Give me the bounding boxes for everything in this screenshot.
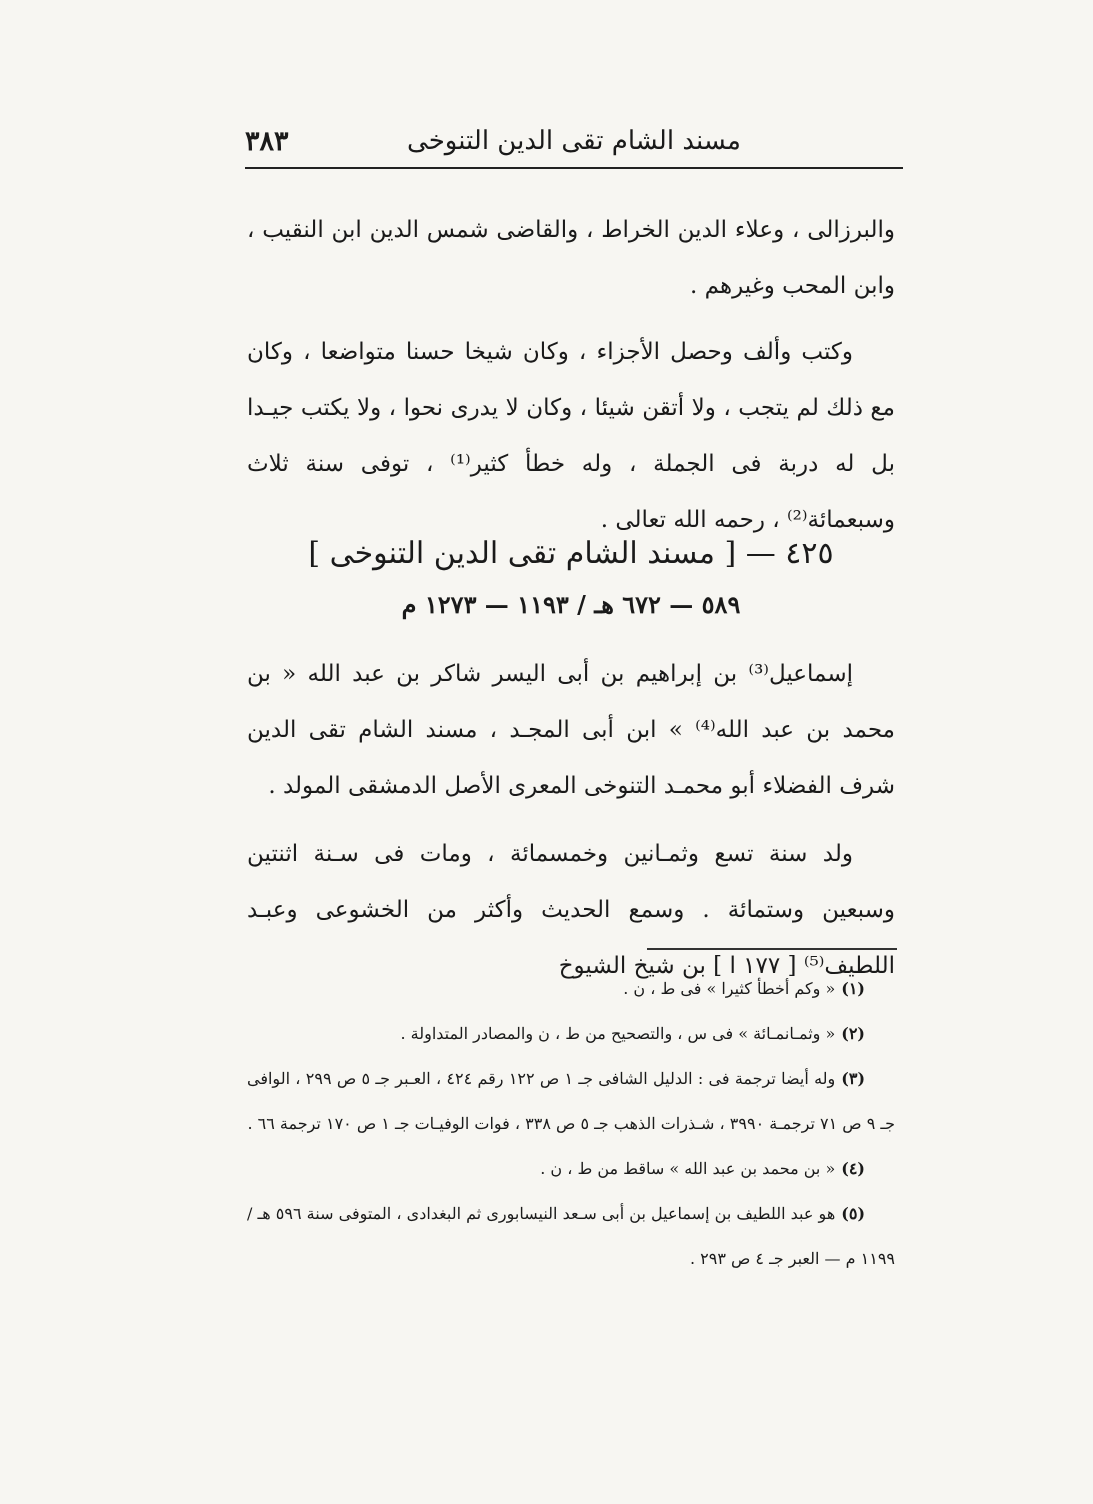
footnote-number: (٢) [841,1024,865,1043]
running-title: مسند الشام تقى الدين التنوخى [407,126,741,156]
footnote-number: (١) [841,979,865,998]
footnote-text: وله أيضا ترجمة فى : الدليل الشافى جـ ١ ص ١٢٢ رقم ٤٢٤ ، العـبر جـ ٥ ص ٢٩٩ ، الوافى جـ ٩ ص ٧١ ترجمـة ٣٩٩٠ ، شـذرات الذهب جـ ٥ ص ٣٣٨ ، فوات الوفيـات جـ ١ ص ١٧٠ ترجمة ٦٦ . [247,1069,895,1133]
footnote-1 [247,966,895,1011]
footnote-number: (٤) [841,1159,865,1178]
paragraph-3: إسماعيل⁽³⁾ بن إبراهيم بن أبى اليسر شاكر بن عبد الله « بن محمد بن عبد الله⁽⁴⁾ » ابن أبى المجـد ، مسند الشام تقى الدين شرف الفضلاء أبو محمـد التنوخى المعرى الأصل الدمشقى المولد . [247,661,895,799]
footnote-number: (٥) [841,1204,866,1223]
footnote-4 [247,1146,895,1191]
footnotes [247,966,895,1281]
footnote-2 [247,1011,895,1056]
page-number: ٣٨٣ [245,126,289,157]
footnote-number: (٣) [841,1069,866,1088]
header-rule [245,167,903,169]
paragraph-1: والبرزالى ، وعلاء الدين الخراط ، والقاضى شمس الدين ابن النقيب ، وابن المحب وغيرهم . [247,217,895,299]
footnote-5 [247,1191,895,1281]
footnote-text: « وكم أخطأ كثيرا » فى ط ، ن . [623,979,836,998]
footnote-text: هو عبد اللطيف بن إسماعيل بن أبى سـعد النيسابورى ثم البغدادى ، المتوفى سنة ٥٩٦ هـ / ١١٩٩ م — العبر جـ ٤ ص ٢٩٣ . [247,1204,895,1268]
entry-title: ٤٢٥ — [ مسند الشام تقى الدين التنوخى ] [308,536,834,571]
paragraph-2: وكتب وألف وحصل الأجزاء ، وكان شيخا حسنا متواضعا ، وكان مع ذلك لم يتجب ، ولا أتقن شيئا ، وكان لا يدرى نحوا ، ولا يكتب جيـدا بل له دربة فى الجملة ، وله خطأ كثير⁽¹⁾ ، توفى سنة ثلاث وسبعمائة⁽²⁾ ، رحمه الله تعالى . [247,339,895,533]
footnote-rule [647,948,897,950]
entry-dates: ٥٨٩ — ٦٧٢ هـ / ١١٩٣ — ١٢٧٣ م [401,590,741,619]
footnote-text: « بن محمد بن عبد الله » ساقط من ط ، ن . [540,1159,836,1178]
footnote-3 [247,1056,895,1146]
page-header [245,118,903,168]
footnote-text: « وثمـانمـائة » فى س ، والتصحيح من ط ، ن والمصادر المتداولة . [400,1024,836,1043]
paragraph-4: ولد سنة تسع وثمـانين وخمسمائة ، ومات فى سـنة اثنتين وسبعين وستمائة . وسمع الحديث وأكثر من الخشوعى وعبـد اللطيف⁽⁵⁾ [ ١٧٧ ا ] بن شيخ الشيوخ [247,841,895,979]
